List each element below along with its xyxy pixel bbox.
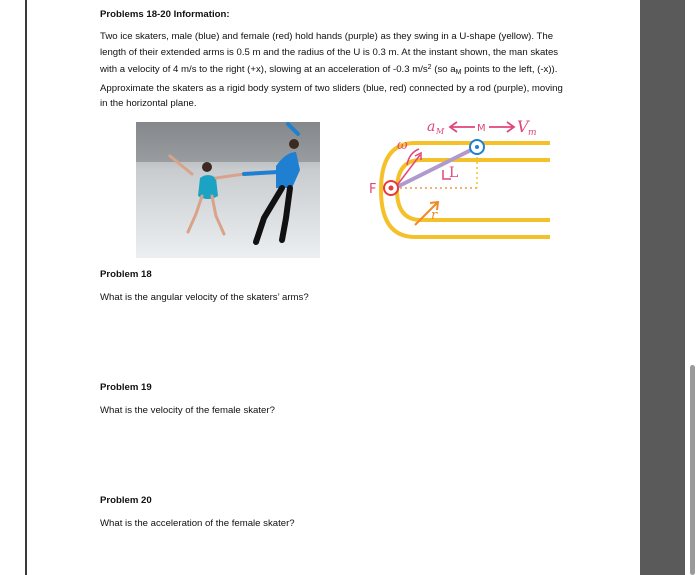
viewer-side-panel [640,0,685,575]
label-m: M [477,123,486,134]
left-gutter [0,0,27,575]
problem-19-title: Problem 19 [100,382,152,393]
label-f: F [369,182,377,197]
problem-20-title: Problem 20 [100,495,152,506]
label-am: a [427,119,436,135]
info-superscript: 2 [427,64,432,72]
scrollbar-track[interactable] [685,0,700,575]
problem-19-question: What is the velocity of the female skater? [100,405,275,416]
scrollbar-thumb[interactable] [690,365,695,575]
label-r: r [431,208,438,223]
label-vm: V [517,117,529,136]
label-am-sub: M [436,127,445,136]
info-heading: Problems 18-20 Information: [100,9,230,20]
info-paragraph [100,29,565,112]
label-omega: ω [397,138,408,153]
problem-20-question: What is the acceleration of the female skater? [100,518,295,529]
problem-18-title: Problem 18 [100,269,152,280]
info-text-2: (so a [431,64,456,76]
info-text-3: points to the left, (-x)). Approximate the skaters as a rigid body system of two sliders (blue, red) connected by a rod (purple), moving in the horizontal plane. [100,64,563,110]
info-subscript: M [455,69,462,77]
u-shape-diagram [365,115,565,260]
label-l: L [449,165,459,181]
skaters-photo [136,122,320,258]
problem-18-question: What is the angular velocity of the skaters’ arms? [100,292,309,303]
info-text-1: Two ice skaters, male (blue) and female (red) hold hands (purple) as they swing in a U-shape (yellow). The length of their extended arms is 0.5 m and the radius of the U is 0.3 m. At the instant shown, the man skates with a velocity of 4 m/s to the right (+x), slowing at an acceleration of -0.3 m/s [100,31,559,76]
label-vm-sub: m [528,128,537,138]
